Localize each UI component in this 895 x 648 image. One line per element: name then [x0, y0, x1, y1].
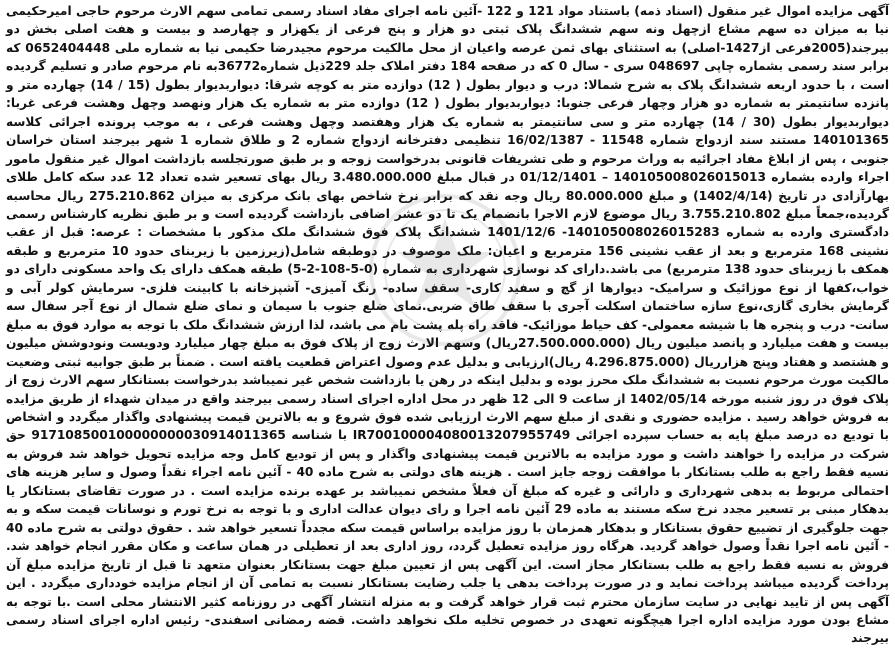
auction-notice-text: آگهی مزایده اموال غیر منقول (اسناد ذمه) باستناد مواد 121 و 122 -آئین نامه اجرای مفاد اسناد رسمی تمامی سهم الارث مرحوم حاجی امیرحکیمی نیا به میزان ده سهم مشاع ازچهل ونه سهم ششدانگ پلاک ثبتی دو هزار و پنج فرعی از یکهزار و چهارصد و بیست و هفت اصلی بخش دو بیرجند(2005فرعی از1427-اصلی) به استثنای بهای ثمن عرصه واعیان از محل مالکیت مرحوم مجیدرضا حکیمی نیا به شماره ملی 0652404448 که برابر سند رسمی بشماره چاپی 048697 سری - سال 0 که در صفحه 184 دفتر املاک جلد 229ذیل شماره36772به نام مرحوم صادر و تسلیم گردیده است ، با حدود اربعه ششدانگ پلاک به شرح شمالا: درب و دیوار بطول ( 12) دوازده متر به کوچه شرقا: دیواربدیوار بطول (15 / 14) چهارده متر و پانزده سانتیمتر به شماره دو هزار وچهار فرعی جنوبا: دیواربدیوار بطول ( 12) دوازده متر به شماره یک هزار ونهصد وچهل وهشت فرعی غربا: دیواربدیوار بطول (30 / 14) چهارده متر و سی سانتیمتر به شماره یک هزار وهفتصد وچهل وهشت فرعی ، به موجب پرونده اجرائی کلاسه 140101365 مستند سند ازدواج شماره 11548 - 16/02/1387 تنظیمی دفترخانه ازدواج شماره 2 و طلاق شماره 1 شهر بیرجند استان خراسان جنوبی ، پس از ابلاغ مفاد اجرائیه به وراث مرحوم و طی تشریفات قانونی بدرخواست زوجه و بر طبق صورتجلسه بازداشت اموال غیر منقول مامور اجراء وارده بشماره 140105008026015013 – 01/12/1401 در قبال مبلغ 3.480.000.000 ریال بهای تسعیر شده تعداد 12 عدد سکه کامل طلای بهارآزادی در تاریخ (1402/4/14) و مبلغ 80.000.000 ریال وجه نقد که برابر نرخ شاخص بهای بانک مرکزی به میزان 275.210.862 ریال محاسبه گردیده،جمعاً مبلغ 3.755.210.802 ریال موضوع لازم الاجرا بانضمام یک تا دو عشر اضافی بازداشت گردیده است و بر طبق نظریه کارشناس رسمی دادگستری وارده به شماره 140105008026015283- 1401/12/6 ششدانگ پلاک فوق ششدانگ ملک مذکور با مشخصات : عرصه: قبل از عقب نشینی 168 مترمربع و بعد از عقب نشینی 156 مترمربع و اعیان: ملک موصوف در دوطبقه شامل(زیرزمین با زیربنای حدود 10 مترمربع و طبقه همکف با زیربنای حدود 138 مترمربع) می باشد.دارای کد نوسازی شهرداری به شماره (0-5-108-2-5) طبقه همکف دارای یک واحد مسکونی دارای دو خواب،کفها از نوع موزائیک و سرامیک- دیوارها از گچ و سفید کاری- سقف ساده- رنگ آمیزی- آشپزخانه با کابینت فلزی- سرمایش کولر آبی و گرمایش بخاری گازی،نوع سازه ساختمان اسکلت آجری با سقف طاق ضربی.نمای ضلع جنوب با سیمان و نمای ضلع شمال از نوع آجر سفال سه سانت- درب و پنجره ها با شیشه معمولی- کف حیاط موزائیک- فاقد راه پله پشت بام می باشد، لذا ارزش ششدانگ ملک با توجه به موارد فوق به مبلغ بیست و هفت میلیارد و پانصد میلیون ریال (27.500.000.000ریال) وسهم الارث زوج از پلاک فوق به مبلغ چهار میلیارد ودویست ونودوشش میلیون و هشتصد و هفتاد وپنج هزارریال (4.296.875.000 ریال)ارزیابی و بدلیل عدم وصول اعتراض قطعیت یافته است . ضمناً بر طبق جوابیه ثبتی وضعیت مالکیت مورث مرحوم نسبت به ششدانگ ملک محرز بوده و بدلیل اینکه در رهن یا بازداشت شخص غیر نمیباشد بدرخواست بستانکار سهم الارث زوج از پلاک فوق در روز شنبه مورخه 1402/05/14 از ساعت 9 الی 12 ظهر در محل اداره اجرای اسناد رسمی بیرجند واقع در میدان شهداء از طریق مزایده به فروش خواهد رسید . مزایده حضوری و نقدی از مبلغ سهم الارث ارزیابی شده فوق شروع و به بالاترین قیمت پیشنهادی واگذار میگردد و اشخاص با تودیع ده درصد مبلغ پایه به حساب سپرده اجرائی IR700100004080013207955749 با شناسه 917108500100000000030914011365 حق شرکت در مزایده را خواهند داشت و مورد مزایده به بالاترین قیمت پیشنهادی واگذار و پس از تودیع کامل وجه مزایده تحویل خواهد شد فروش به نسیه فقط راجع به طلب بستانکار با موافقت زوجه جایز است . هزینه های دولتی به شرح ماده 40 - آئین نامه اجراء نقداً وصول و سایر هزینه های احتمالی مربوط به بدهی شهرداری و دارائی و غیره که مبلغ آن فعلاً مشخص نمیباشد بر عهده برنده مزایده است . در صورت تقاضای بستانکار یا بدهکار مبنی بر تسعیر مجدد نرخ سکه مستند به ماده 29 آئین نامه اجرا و رای دیوان عدالت اداری و با توجه به نرخ تورم و نوسانات قیمت سکه و به جهت جلوگیری از تضییع حقوق بستانکار و بدهکار همزمان با روز مزایده براساس قیمت سکه مجدداً تسعیر خواهد شد . حقوق دولتی به شرح ماده 40 - آئین نامه اجرا نقداً وصول خواهد گردید. هرگاه روز مزایده تعطیل گردد، روز اداری بعد از تعطیلی در همان ساعت و مکان مقرر انجام خواهد شد. فروش به نسیه فقط راجع به طلب بستانکار مجاز است. این آگهی پس از تعیین مبلغ جهت بستانکار بعنوان متعهد تا قبل از تاریخ مزایده مبلغ آن پرداخت گردیده میباشد پرداخت نماید و در صورت پرداخت بدهی یا جلب رضایت بستانکار نسبت به تمامی آن از انجام مزایده خودداری میگردد . این آگهی پس از تایید نهایی در سایت سازمان محترم ثبت قرار خواهد گرفت و به منزله انتشار آگهی در روزنامه کثیر الانتشار محلی است .با توجه به مشاع بودن مورد مزایده اداره اجرا هیچگونه تعهدی در خصوص تخلیه ملک نخواهد داشت. قضه رمضانی اسفندی- رئیس اداره اجرای اسناد رسمی بیرجند — [6, 4, 890, 646]
